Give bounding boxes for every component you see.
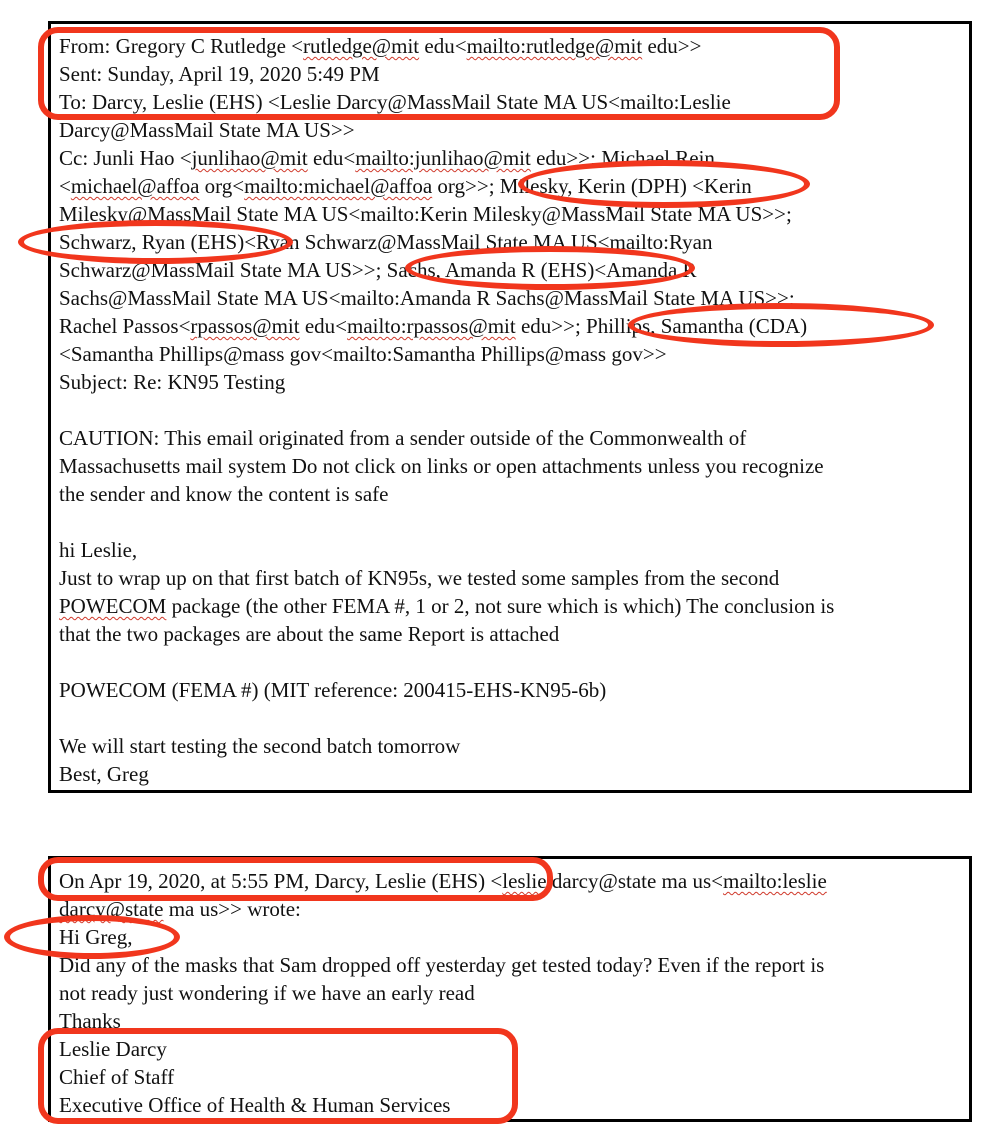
email-text-line: [59, 1007, 121, 1035]
text-segment: Sent: Sunday, April 19, 2020 5:49 PM: [59, 62, 380, 86]
text-segment: edu<: [299, 314, 348, 338]
text-segment: org<: [199, 174, 245, 198]
email-text-line: [59, 312, 807, 340]
text-segment: On Apr 19, 2020, at 5:55 PM, Darcy, Leslie (EHS) <: [59, 869, 503, 893]
text-segment: edu>>: [642, 34, 702, 58]
text-segment: Subject: Re: KN95 Testing: [59, 370, 286, 394]
text-segment: Hi Greg,: [59, 925, 133, 949]
email-reply-message: [48, 856, 972, 1122]
email-text-line: [59, 340, 667, 368]
text-segment: From: Gregory C Rutledge <: [59, 34, 303, 58]
email-text-line: [59, 116, 355, 144]
email-text-line: [59, 144, 715, 172]
email-text-line: [59, 620, 559, 648]
email-text-line: [59, 60, 380, 88]
text-segment: Cc: Junli Hao <: [59, 146, 192, 170]
text-segment: edu<: [307, 146, 356, 170]
email-text-line: [59, 732, 460, 760]
text-segment: Sachs@MassMail State MA US<mailto:Amanda R Sachs@MassMail State MA US>>;: [59, 286, 795, 310]
email-text-line: [59, 867, 827, 895]
text-segment: Best, Greg: [59, 762, 149, 786]
email-text-line: [59, 228, 713, 256]
email-text-line: [59, 564, 779, 592]
text-segment: Leslie Darcy: [59, 1037, 167, 1061]
misspelled-word: mailto:leslie: [722, 869, 827, 893]
misspelled-word: rutledge@mit: [302, 34, 420, 58]
email-text-line: [59, 452, 824, 480]
text-segment: edu>>; Phillips, Samantha (CDA): [515, 314, 808, 338]
email-text-line: [59, 88, 731, 116]
misspelled-word: POWECOM: [59, 594, 167, 618]
text-segment: Just to wrap up on that first batch of KN95s, we tested some samples from the second: [59, 566, 780, 590]
email-text-line: [59, 1035, 167, 1063]
email-original-message: [48, 21, 972, 793]
text-segment: Rachel Passos<: [59, 314, 191, 338]
text-segment: the sender and know the content is safe: [59, 482, 389, 506]
text-segment: POWECOM (FEMA #) (MIT reference: 200415-EHS-KN95-6b): [59, 678, 607, 702]
text-segment: ma us>> wrote:: [163, 897, 301, 921]
email-text-line: [59, 200, 792, 228]
email-text-line: [59, 1063, 174, 1091]
text-segment: hi Leslie,: [59, 538, 138, 562]
misspelled-word: darcy@state: [59, 897, 164, 921]
text-segment: edu<: [419, 34, 467, 58]
text-segment: Milesky@MassMail State MA US<mailto:Kerin Milesky@MassMail State MA US>>;: [59, 202, 792, 226]
text-segment: that the two packages are about the same Report is attached: [59, 622, 560, 646]
text-segment: We will start testing the second batch tomorrow: [59, 734, 461, 758]
text-segment: CAUTION: This email originated from a sender outside of the Commonwealth of: [59, 426, 747, 450]
text-segment: Executive Office of Health & Human Services: [59, 1093, 451, 1117]
email-text-line: [59, 172, 752, 200]
misspelled-word: mailto:rutledge@mit: [466, 34, 643, 58]
text-segment: darcy@state ma us<: [546, 869, 723, 893]
email-text-line: [59, 592, 834, 620]
misspelled-word: mailto:junlihao@mit: [355, 146, 531, 170]
email-text-line: [59, 895, 301, 923]
text-segment: Darcy@MassMail State MA US>>: [59, 118, 355, 142]
text-segment: edu>>; Michael Rein: [530, 146, 715, 170]
text-segment: Thanks: [59, 1009, 121, 1033]
email-text-line: [59, 284, 795, 312]
misspelled-word: rpassos@mit: [190, 314, 300, 338]
text-segment: Massachusetts mail system Do not click on links or open attachments unless you recognize: [59, 454, 824, 478]
email-text-line: [59, 676, 606, 704]
text-segment: not ready just wondering if we have an early read: [59, 981, 475, 1005]
email-text-line: [59, 368, 285, 396]
text-segment: <Samantha Phillips@mass gov<mailto:Samantha Phillips@mass gov>>: [59, 342, 667, 366]
misspelled-word: michael@affoa: [70, 174, 200, 198]
text-segment: Schwarz, Ryan (EHS)<Ryan Schwarz@MassMail State MA US<mailto:Ryan: [59, 230, 713, 254]
misspelled-word: mailto:rpassos@mit: [347, 314, 516, 338]
email-text-line: [59, 1091, 450, 1119]
email-text-line: [59, 536, 137, 564]
text-segment: Schwarz@MassMail State MA US>>; Sachs, Amanda R (EHS)<Amanda R: [59, 258, 697, 282]
text-segment: <: [59, 174, 71, 198]
text-segment: org>>; Milesky, Kerin (DPH) <Kerin: [432, 174, 752, 198]
text-segment: Chief of Staff: [59, 1065, 175, 1089]
text-segment: package (the other FEMA #, 1 or 2, not sure which is which) The conclusion is: [166, 594, 835, 618]
email-text-line: [59, 923, 132, 951]
email-text-line: [59, 256, 697, 284]
email-text-line: [59, 760, 149, 788]
email-text-line: [59, 480, 388, 508]
misspelled-word: leslie: [502, 869, 547, 893]
misspelled-word: junlihao@mit: [191, 146, 308, 170]
email-text-line: [59, 424, 746, 452]
email-text-line: [59, 979, 475, 1007]
text-segment: To: Darcy, Leslie (EHS) <Leslie Darcy@MassMail State MA US<mailto:Leslie: [59, 90, 731, 114]
email-text-line: [59, 32, 701, 60]
email-text-line: [59, 951, 824, 979]
misspelled-word: mailto:michael@affoa: [244, 174, 433, 198]
text-segment: Did any of the masks that Sam dropped off yesterday get tested today? Even if the report is: [59, 953, 825, 977]
